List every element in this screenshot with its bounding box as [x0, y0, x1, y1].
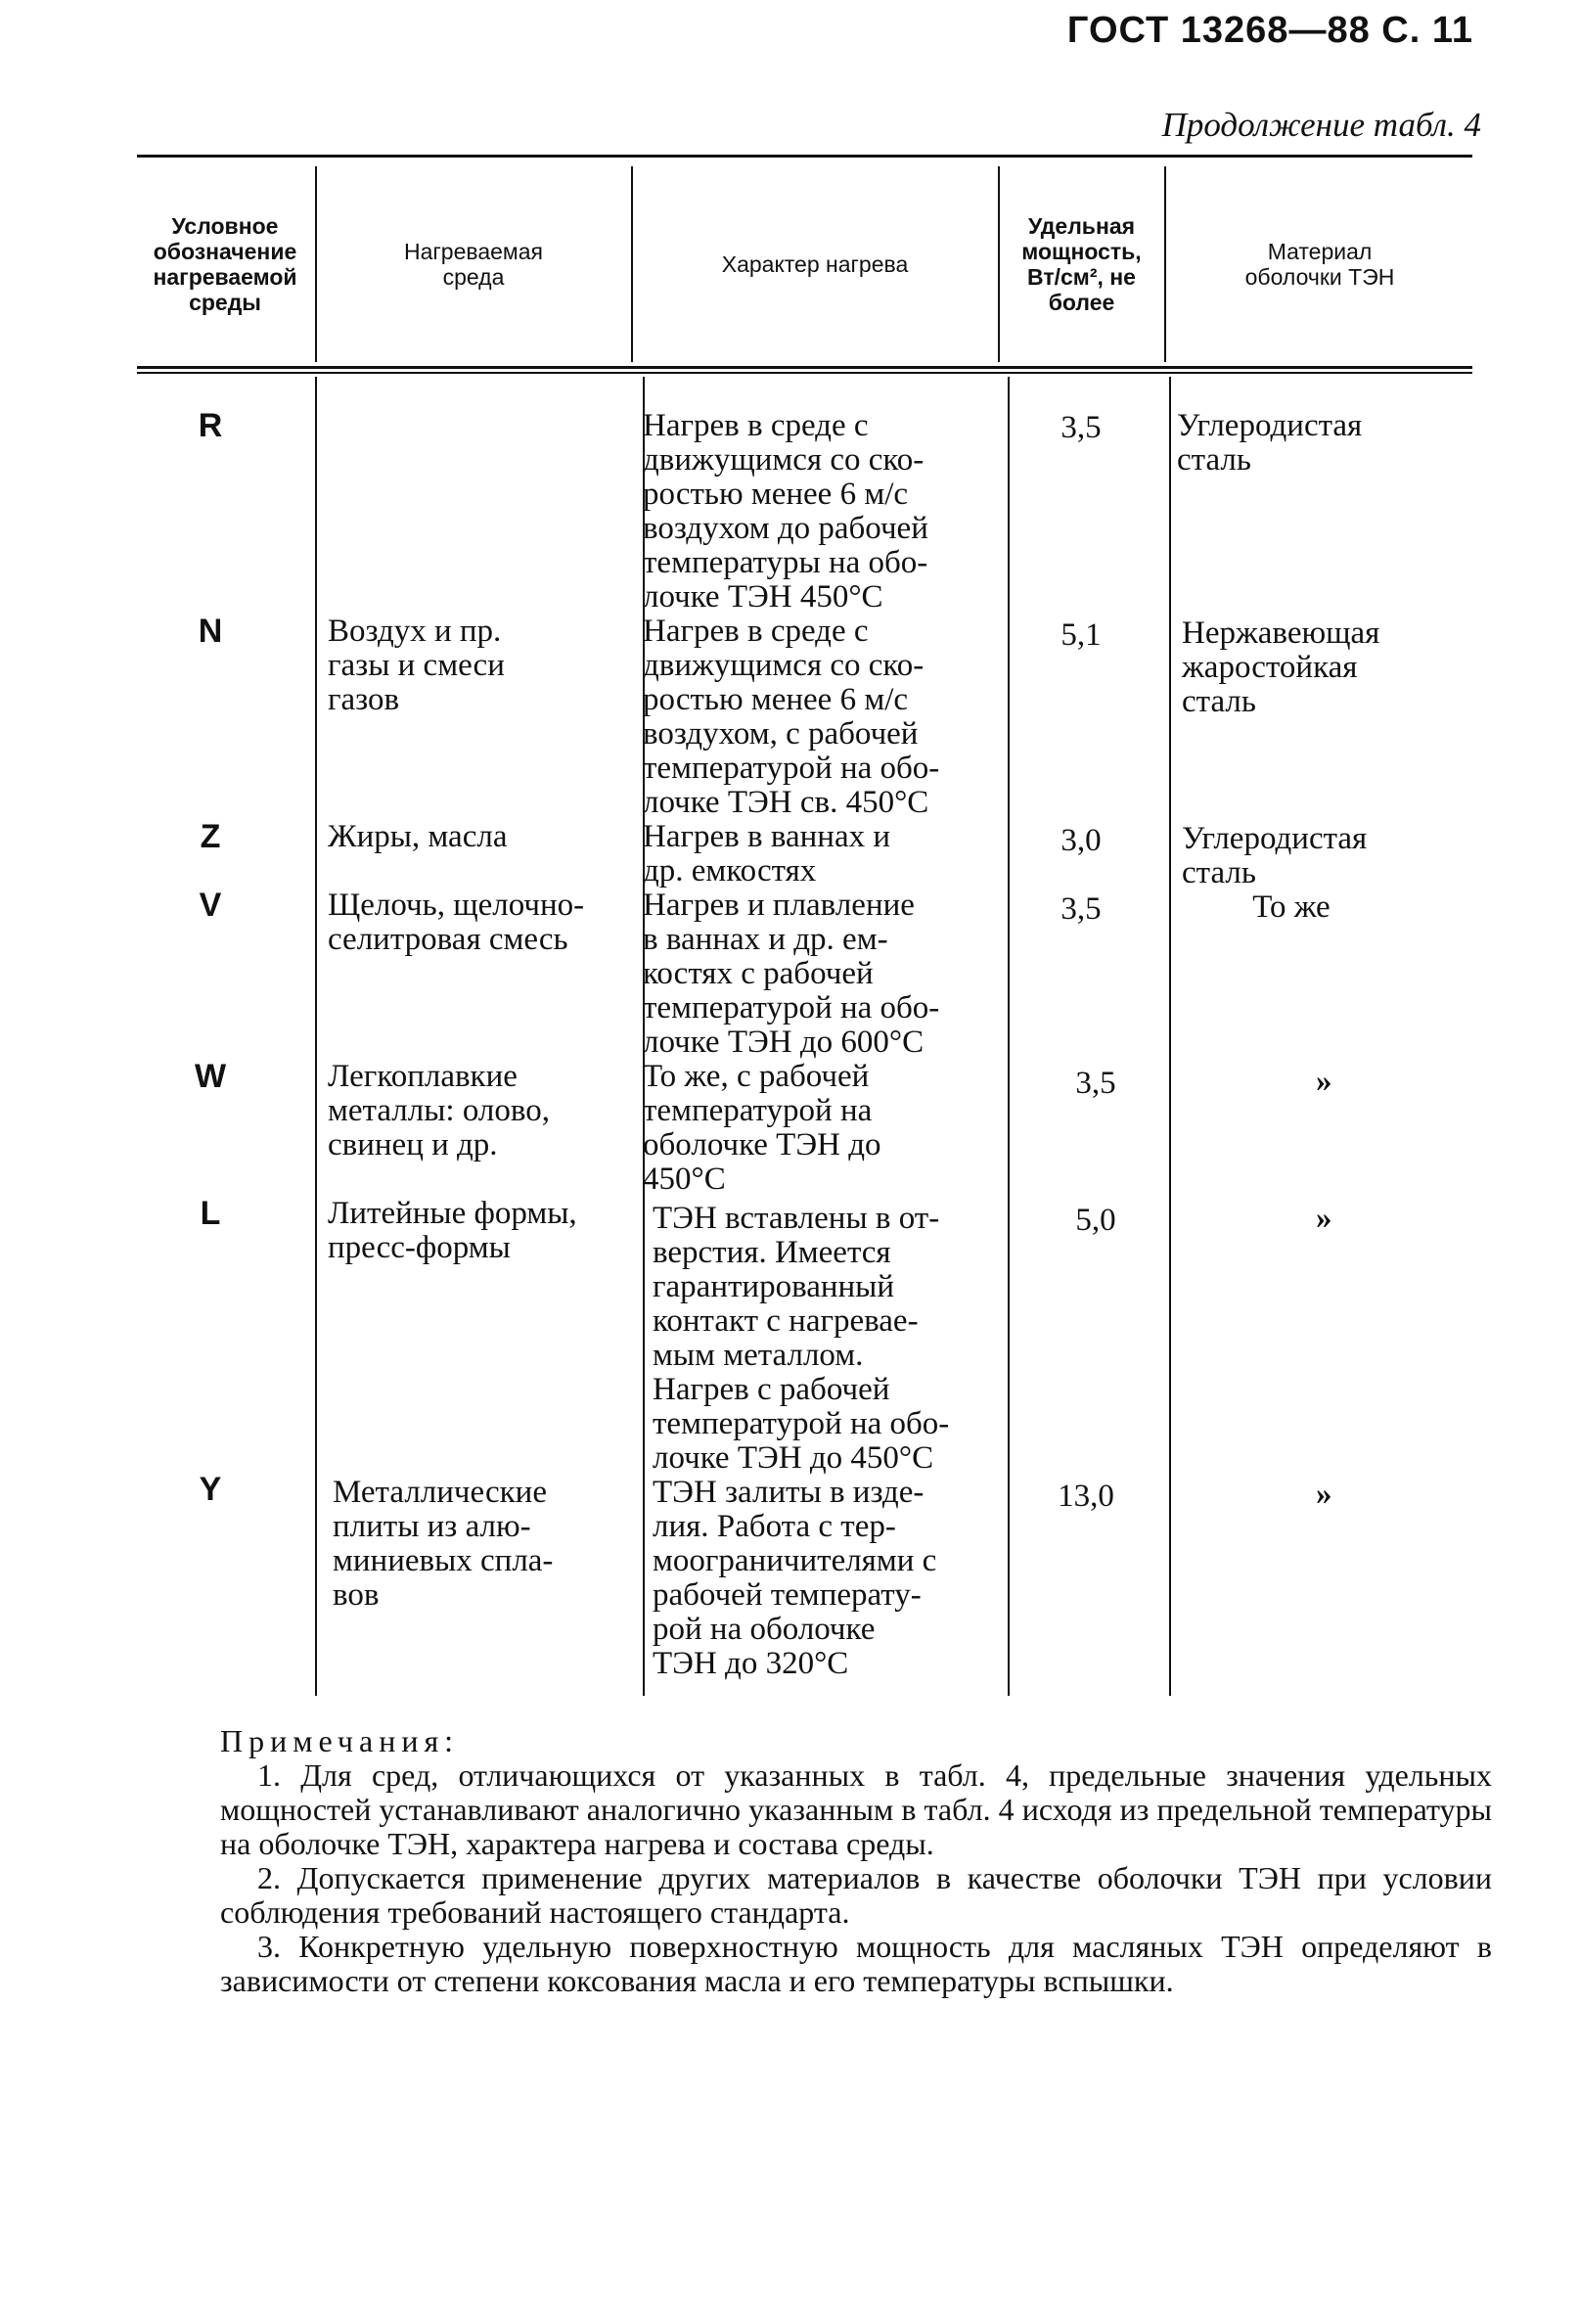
row-v-medium: Щелочь, щелочно- селитровая смесь	[328, 888, 585, 957]
table-header-rule	[137, 366, 1472, 369]
header-power	[1001, 166, 1162, 362]
note-2: 2. Допускается применение других материалов в качестве оболочки ТЭН при условии соблюдения требований настоящего стандарта.	[220, 1860, 1492, 1930]
row-z-heating: Нагрев в ваннах и др. емкостях	[643, 819, 890, 889]
row-y-heating: ТЭН залиты в изде- лия. Работа с тер- моограничителями с рабочей температу- рой на оболочке ТЭН до 320°С	[653, 1475, 937, 1681]
row-y-material: »	[1316, 1477, 1332, 1512]
row-v-power: 3,5	[1060, 891, 1102, 927]
row-y-code: Y	[199, 1471, 222, 1508]
header-material	[1167, 166, 1472, 362]
row-w-code: W	[194, 1058, 227, 1095]
page-header: ГОСТ 13268—88 С. 11	[1066, 10, 1473, 51]
row-n-power: 5,1	[1060, 617, 1102, 653]
col-divider-4-body	[1169, 377, 1171, 1696]
col-divider-3	[998, 166, 1000, 362]
row-l-material: »	[1316, 1201, 1332, 1236]
row-l-power: 5,0	[1075, 1203, 1116, 1238]
row-v-material: То же	[1252, 889, 1331, 925]
notes-title: Примечания:	[220, 1723, 460, 1758]
table-top-rule	[137, 155, 1472, 158]
row-v-code: V	[199, 887, 222, 924]
header-medium-label: Нагреваемая среда	[404, 239, 543, 290]
row-r-power: 3,5	[1060, 410, 1102, 445]
col-divider-4	[1164, 166, 1166, 362]
notes-section	[220, 1724, 1492, 1998]
header-code-label: Условное обозначение нагреваемой среды	[153, 213, 297, 315]
row-r-material: Углеродистая сталь	[1177, 408, 1363, 478]
header-code	[137, 166, 313, 362]
header-medium	[318, 166, 629, 362]
row-z-code: Z	[200, 818, 221, 855]
row-y-power: 13,0	[1058, 1479, 1114, 1514]
col-divider-1	[315, 166, 317, 362]
row-v-heating: Нагрев и плавление в ваннах и др. ем- костях с рабочей температурой на обо- лочке ТЭН до 600°С	[643, 888, 940, 1060]
header-material-label: Материал оболочки ТЭН	[1244, 239, 1395, 290]
note-1: 1. Для сред, отличающихся от указанных в табл. 4, предельные значения удельных мощностей устанавливают аналогично указанным в табл. 4 исходя из предельной температуры на оболочке ТЭН, характера нагрева и состава среды.	[220, 1757, 1492, 1861]
row-l-heating: ТЭН вставлены в от- верстия. Имеется гарантированный контакт с нагревае- мым металлом. Нагрев с рабочей температурой на обо- лочке ТЭН до 450°С	[653, 1201, 950, 1476]
row-w-heating: То же, с рабочей температурой на оболочке ТЭН до 450°С	[643, 1059, 881, 1197]
row-n-material: Нержавеющая жаростойкая сталь	[1182, 615, 1380, 719]
row-r-code: R	[198, 407, 223, 444]
row-l-medium: Литейные формы, пресс-формы	[328, 1196, 577, 1265]
row-n-medium: Воздух и пр. газы и смеси газов	[328, 614, 505, 717]
header-heating-label: Характер нагрева	[721, 251, 909, 277]
header-heating	[634, 166, 996, 362]
row-w-power: 3,5	[1075, 1066, 1116, 1101]
row-n-code: N	[198, 613, 223, 650]
header-power-label: Удельная мощность, Вт/см², не более	[1021, 213, 1142, 315]
row-w-material: »	[1316, 1064, 1332, 1099]
row-y-medium: Металлические плиты из алю- миниевых спла- вов	[333, 1475, 554, 1613]
table-header-rule-2	[137, 372, 1472, 374]
col-divider-2	[631, 166, 633, 362]
row-z-material: Углеродистая сталь	[1182, 821, 1368, 890]
row-z-power: 3,0	[1060, 823, 1102, 858]
note-3: 3. Конкретную удельную поверхностную мощность для масляных ТЭН определяют в зависимости от степени коксования масла и его температуры вспышки.	[220, 1929, 1492, 1998]
row-l-code: L	[200, 1195, 221, 1232]
col-divider-1-body	[315, 377, 317, 1696]
row-w-medium: Легкоплавкие металлы: олово, свинец и др.	[328, 1059, 550, 1162]
row-n-heating: Нагрев в среде с движущимся со ско- ростью менее 6 м/с воздухом, с рабочей температурой на обо- лочке ТЭН св. 450°С	[643, 614, 940, 820]
row-z-medium: Жиры, масла	[328, 819, 508, 854]
table-continuation-caption: Продолжение табл. 4	[1161, 106, 1481, 144]
row-r-heating: Нагрев в среде с движущимся со ско- ростью менее 6 м/с воздухом до рабочей температуры на обо- лочке ТЭН 450°С	[643, 408, 928, 615]
